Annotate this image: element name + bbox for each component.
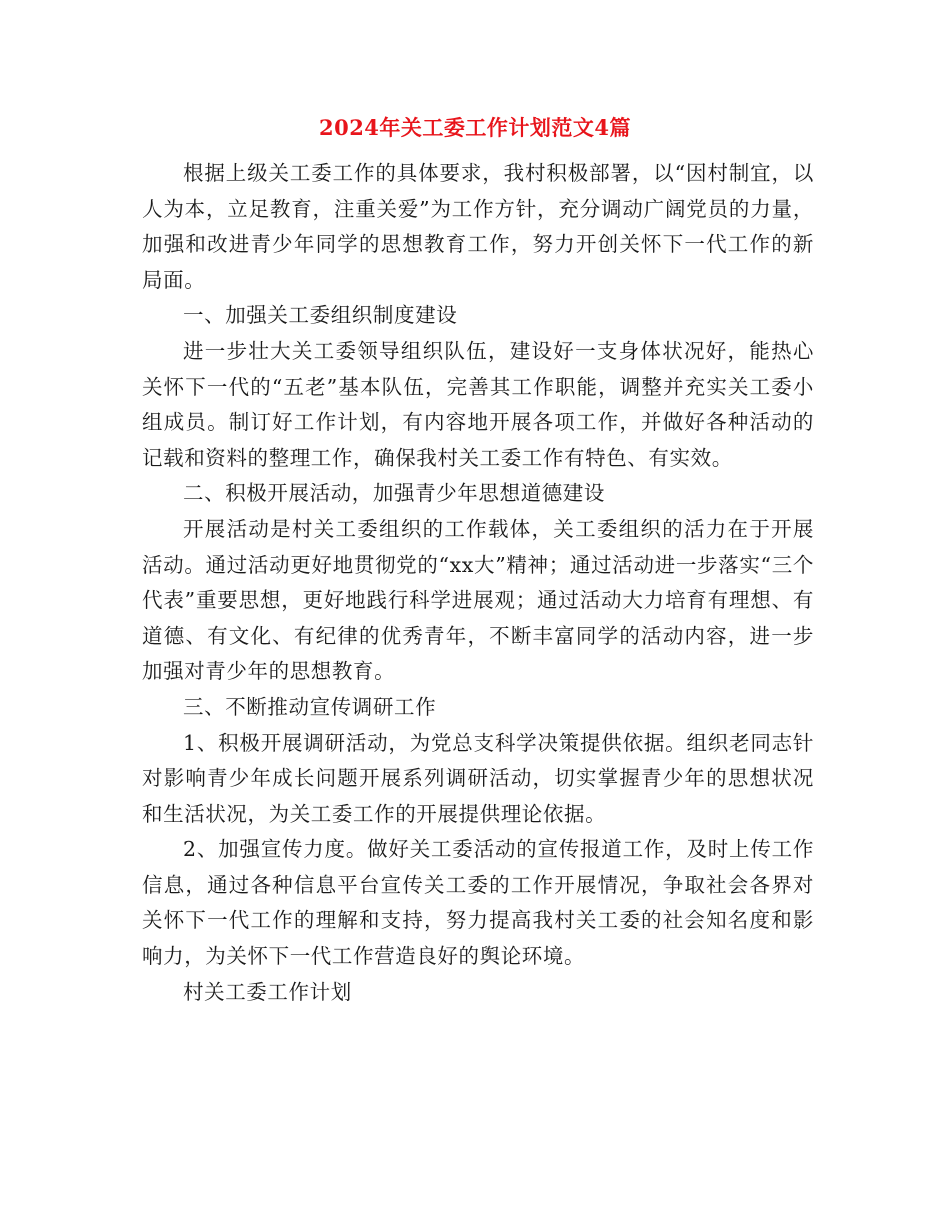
section-heading-1: 一、加强关工委组织制度建设	[183, 303, 458, 328]
section-heading-2: 二、积极开展活动，加强青少年思想道德建设	[183, 481, 605, 506]
document-title: 2024年关工委工作计划范文4篇	[318, 115, 632, 140]
paragraph-section-2: 开展活动是村关工委组织的工作载体，关工委组织的活力在于开展活动。通过活动更好地贯彻党的“xx大”精神；通过活动进一步落实“三个代表”重要思想，更好地践行科学进展观；通过活动大力培育有理想、有道德、有文化、有纪律的优秀青年，不断丰富同学的活动内容，进一步加强对青少年的思想教育。	[142, 516, 814, 684]
paragraph-item-1: 1、积极开展调研活动，为党总支科学决策提供依据。组织老同志针对影响青少年成长问题开展系列调研活动，切实掌握青少年的思想状况和生活状况，为关工委工作的开展提供理论依据。	[142, 730, 814, 826]
document-body	[142, 156, 814, 1010]
paragraph-section-1: 进一步壮大关工委领导组织队伍，建设好一支身体状况好，能热心关怀下一代的“五老”基本队伍，完善其工作职能，调整并充实关工委小组成员。制订好工作计划，有内容地开展各项工作，并做好各种活动的记载和资料的整理工作，确保我村关工委工作有特色、有实效。	[142, 338, 814, 470]
paragraph-item-2: 2、加强宣传力度。做好关工委活动的宣传报道工作，及时上传工作信息，通过各种信息平台宣传关工委的工作开展情况，争取社会各界对关怀下一代工作的理解和支持，努力提高我村关工委的社会知名度和影响力，为关怀下一代工作营造良好的舆论环境。	[142, 837, 814, 969]
paragraph-intro: 根据上级关工委工作的具体要求，我村积极部署，以“因村制宜，以人为本，立足教育，注重关爱”为工作方针，充分调动广阔党员的力量，加强和改进青少年同学的思想教育工作，努力开创关怀下一代工作的新局面。	[142, 161, 814, 292]
subtitle-village-plan: 村关工委工作计划	[183, 979, 352, 1004]
section-heading-3: 三、不断推动宣传调研工作	[183, 694, 437, 719]
